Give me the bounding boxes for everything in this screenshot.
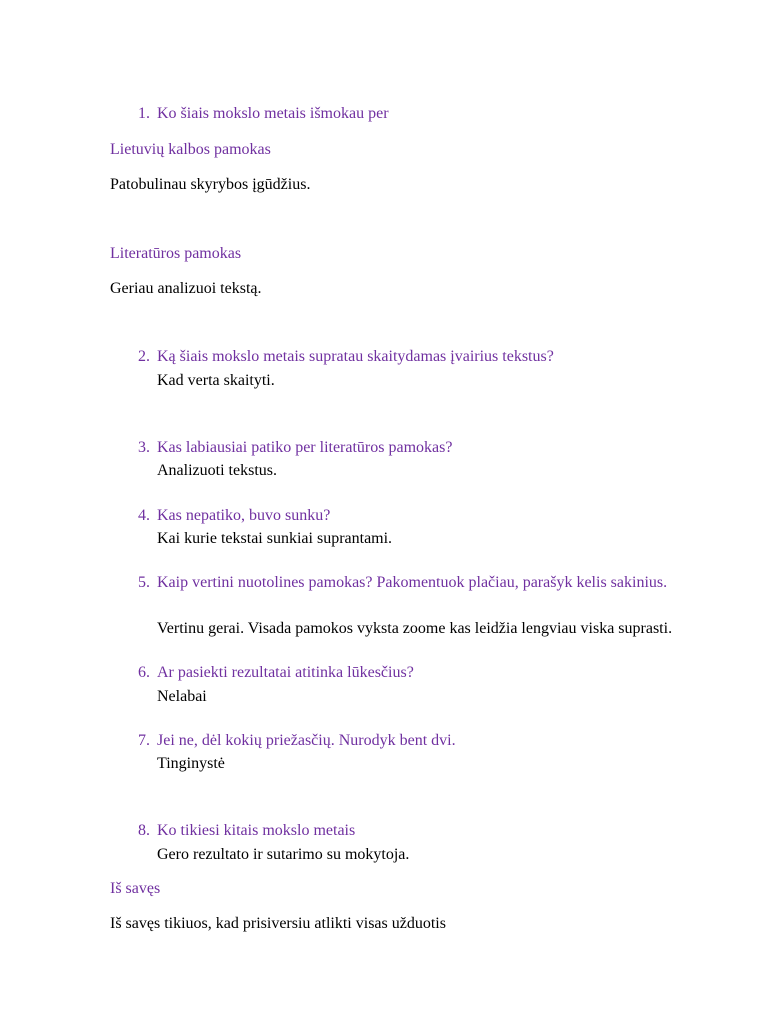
answer-is-saves: Iš savęs tikiuos, kad prisiversiu atlikti visas užduotis: [110, 915, 446, 932]
question-8-text: Ko tikiesi kitais mokslo metais: [157, 822, 356, 839]
answer-6: Nelabai: [157, 688, 207, 705]
question-5-text: Kaip vertini nuotolines pamokas? Pakomentuok plačiau, parašyk kelis sakinius.: [157, 574, 668, 591]
question-7-text: Jei ne, dėl kokių priežasčių. Nurodyk bent dvi.: [157, 732, 456, 749]
question-5-number: 5.: [138, 574, 150, 591]
question-4-text: Kas nepatiko, buvo sunku?: [157, 507, 331, 524]
question-6-text: Ar pasiekti rezultatai atitinka lūkesčius?: [157, 664, 414, 681]
answer-4: Kai kurie tekstai sunkiai suprantami.: [157, 530, 393, 547]
question-2-text: Ką šiais mokslo metais supratau skaitydamas įvairius tekstus?: [157, 348, 554, 365]
answer-literaturos: Geriau analizuoi tekstą.: [110, 280, 262, 297]
section-heading-is-saves: Iš savęs: [110, 880, 161, 897]
question-1-number: 1.: [138, 105, 150, 122]
answer-8: Gero rezultato ir sutarimo su mokytoja.: [157, 846, 410, 863]
section-heading-literaturos: Literatūros pamokas: [110, 245, 242, 262]
question-3-text: Kas labiausiai patiko per literatūros pamokas?: [157, 439, 453, 456]
question-2-number: 2.: [138, 348, 150, 365]
answer-lietuviu: Patobulinau skyrybos įgūdžius.: [110, 176, 311, 193]
question-4-number: 4.: [138, 507, 150, 524]
section-heading-lietuviu: Lietuvių kalbos pamokas: [110, 141, 271, 158]
answer-7: Tinginystė: [157, 755, 225, 772]
question-7-number: 7.: [138, 732, 150, 749]
answer-5: Vertinu gerai. Visada pamokos vyksta zoome kas leidžia lengviau viska suprasti.: [157, 620, 673, 637]
question-6-number: 6.: [138, 664, 150, 681]
answer-2: Kad verta skaityti.: [157, 372, 275, 389]
question-8-number: 8.: [138, 822, 150, 839]
answer-3: Analizuoti tekstus.: [157, 462, 277, 479]
question-3-number: 3.: [138, 439, 150, 456]
question-1-text: Ko šiais mokslo metais išmokau per: [157, 105, 389, 122]
